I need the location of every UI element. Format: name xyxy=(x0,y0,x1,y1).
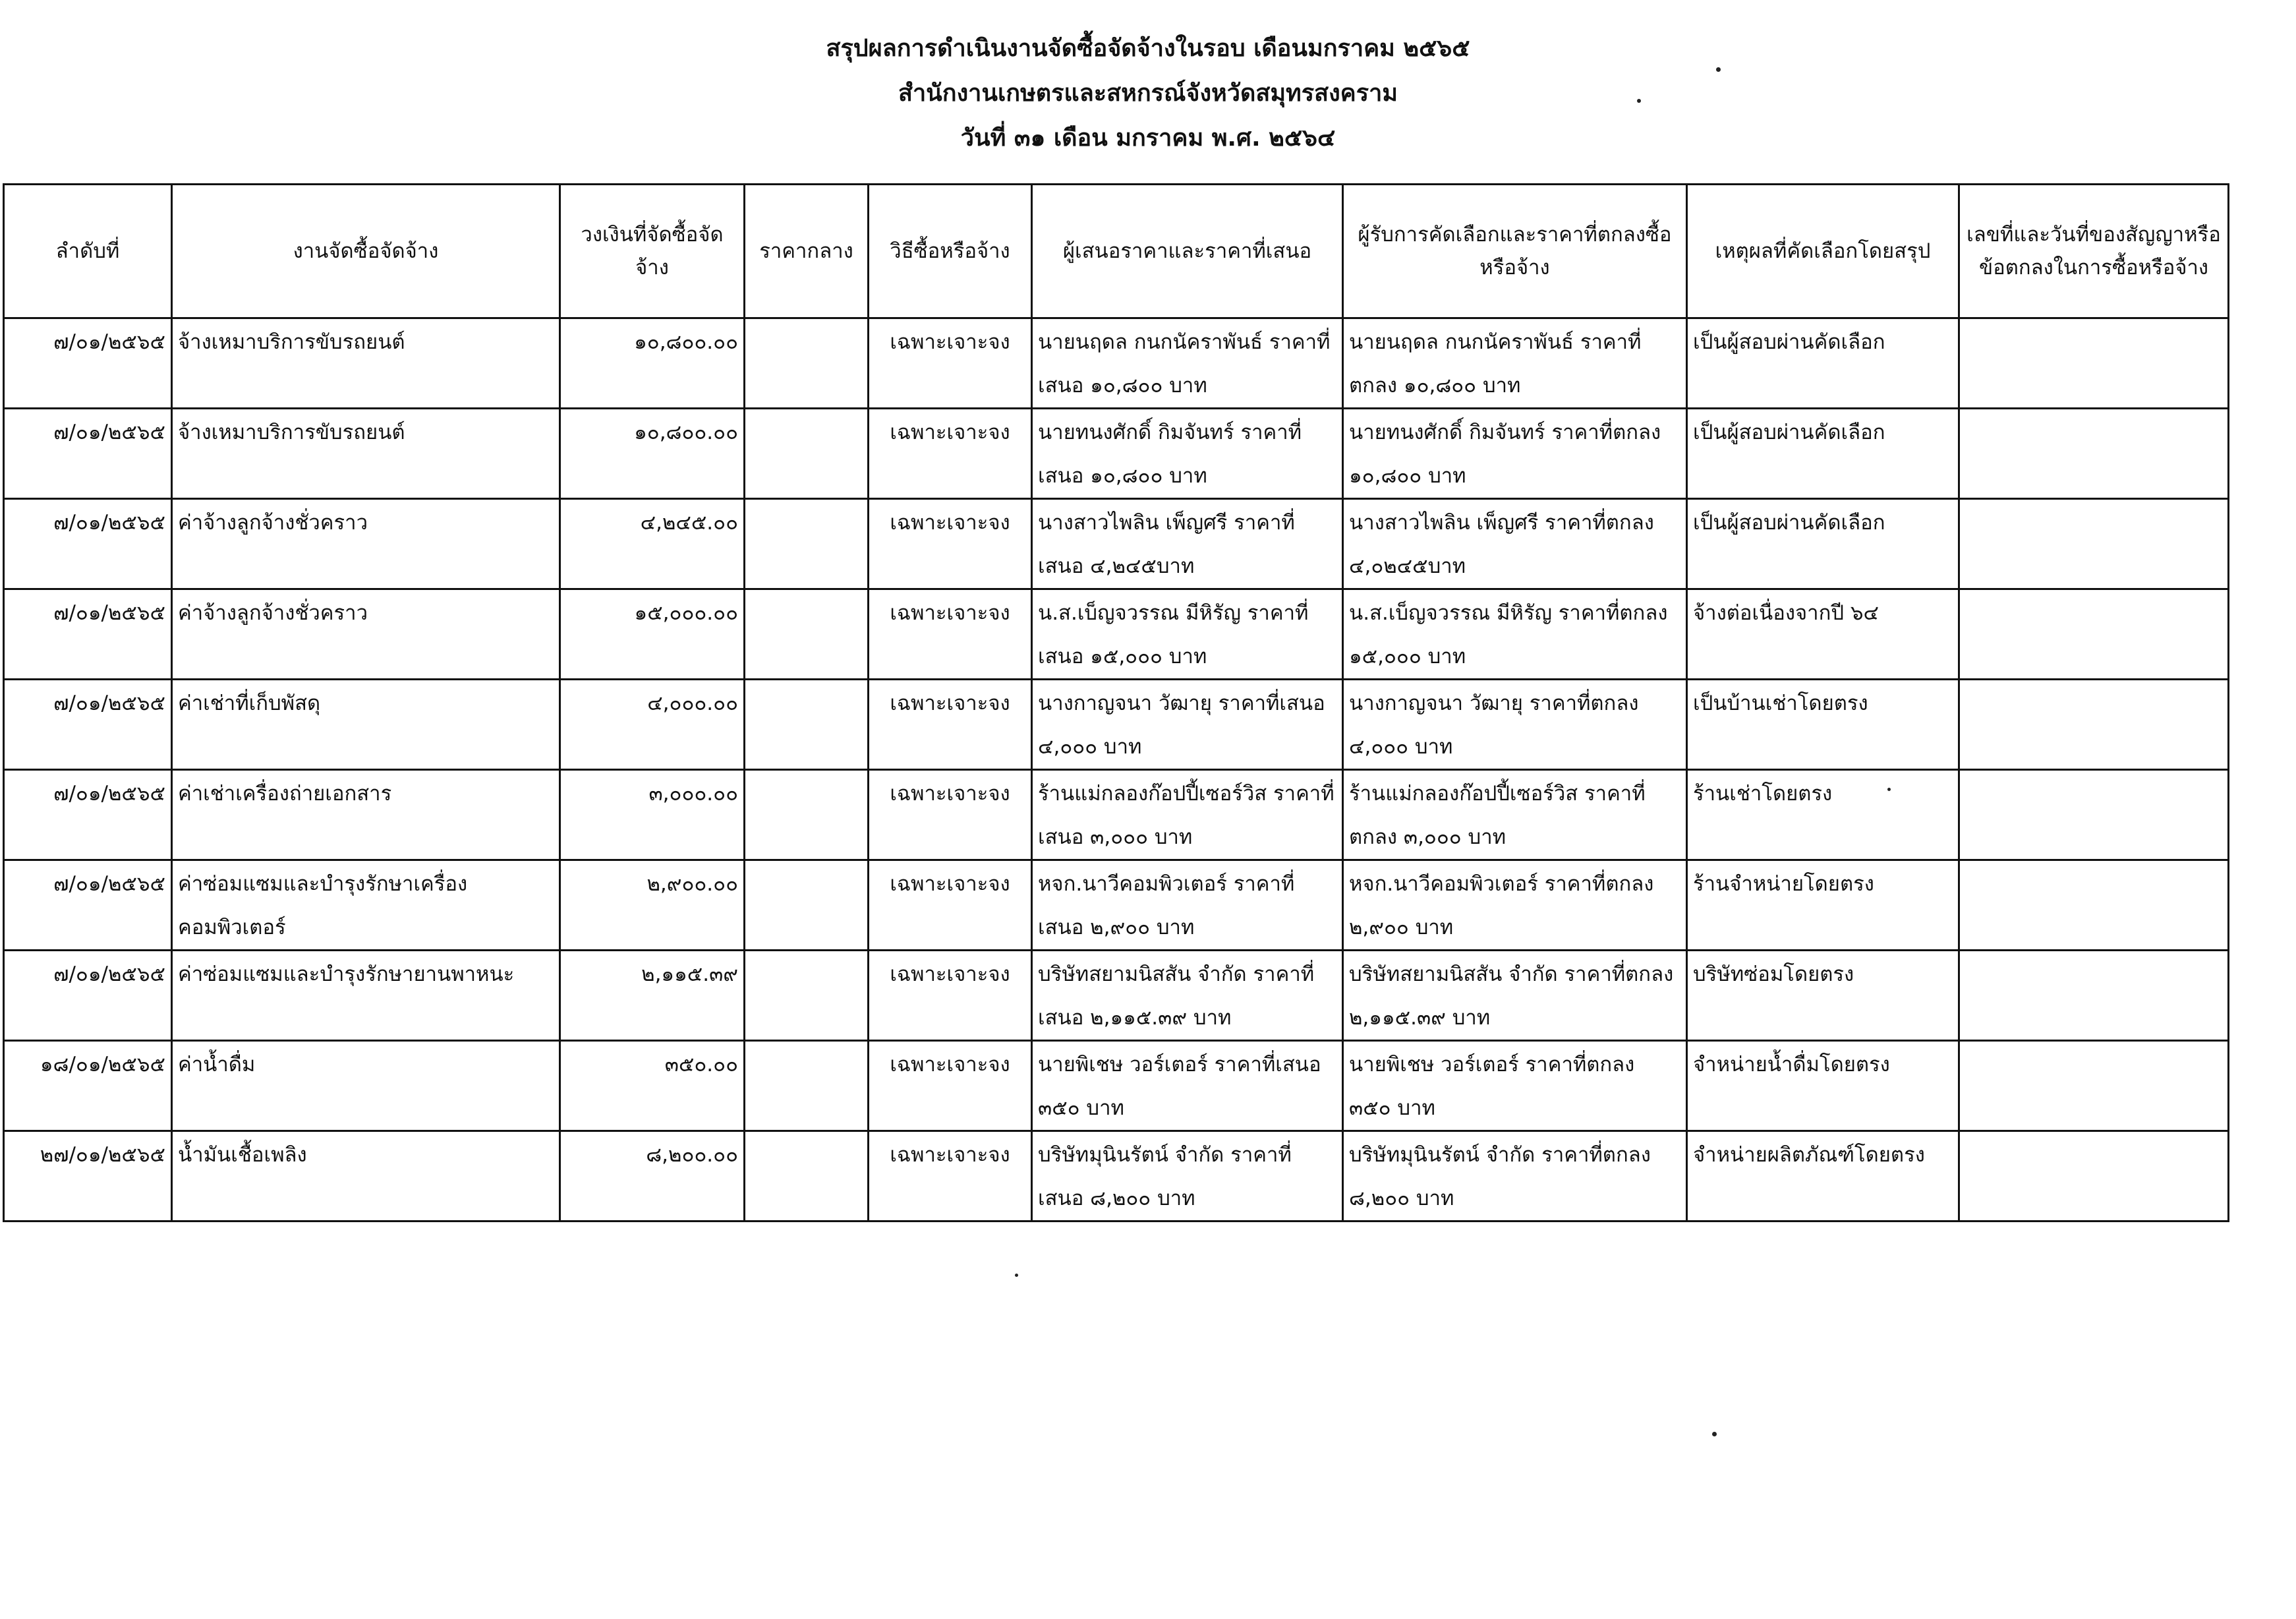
cell-item: ค่าซ่อมแซมและบำรุงรักษาเครื่องคอมพิวเตอร์ xyxy=(172,860,560,951)
cell-selected: บริษัทมุนินรัตน์ จำกัด ราคาที่ตกลง ๘,๒๐๐ บาท xyxy=(1343,1131,1687,1222)
cell-method: เฉพาะเจาะจง xyxy=(869,499,1032,589)
cell-item: น้ำมันเชื้อเพลิง xyxy=(172,1131,560,1222)
cell-budget: ๔,๒๔๕.๐๐ xyxy=(560,499,745,589)
cell-selected: ร้านแม่กลองก๊อปปี้เซอร์วิส ราคาที่ตกลง ๓,๐๐๐ บาท xyxy=(1343,770,1687,860)
table-row xyxy=(4,589,2229,680)
cell-reason: จำหน่ายน้ำดื่มโดยตรง xyxy=(1687,1041,1959,1131)
cell-bidder: นายพิเชษ วอร์เตอร์ ราคาที่เสนอ ๓๕๐ บาท xyxy=(1032,1041,1343,1131)
table-row xyxy=(4,951,2229,1041)
document-header xyxy=(0,26,2296,161)
cell-bidder: นางสาวไพลิน เพ็ญศรี ราคาที่เสนอ ๔,๒๔๕บาท xyxy=(1032,499,1343,589)
cell-order-date: ๗/๐๑/๒๕๖๕ xyxy=(4,680,172,770)
cell-contract xyxy=(1959,409,2229,499)
cell-reason: ร้านเช่าโดยตรง xyxy=(1687,770,1959,860)
cell-method: เฉพาะเจาะจง xyxy=(869,770,1032,860)
cell-method: เฉพาะเจาะจง xyxy=(869,951,1032,1041)
table-row xyxy=(4,680,2229,770)
cell-selected: นางกาญจนา วัฒายุ ราคาที่ตกลง ๔,๐๐๐ บาท xyxy=(1343,680,1687,770)
header-row xyxy=(4,185,2229,318)
cell-contract xyxy=(1959,680,2229,770)
cell-budget: ๑๕,๐๐๐.๐๐ xyxy=(560,589,745,680)
cell-median-price xyxy=(745,589,869,680)
cell-contract xyxy=(1959,770,2229,860)
cell-selected: นายพิเชษ วอร์เตอร์ ราคาที่ตกลง ๓๕๐ บาท xyxy=(1343,1041,1687,1131)
table-row xyxy=(4,318,2229,409)
cell-item: จ้างเหมาบริการขับรถยนต์ xyxy=(172,409,560,499)
cell-reason: เป็นผู้สอบผ่านคัดเลือก xyxy=(1687,318,1959,409)
table-row xyxy=(4,770,2229,860)
table-row xyxy=(4,409,2229,499)
cell-item: ค่าจ้างลูกจ้างชั่วคราว xyxy=(172,499,560,589)
cell-bidder: นายนฤดล กนกนัคราพันธ์ ราคาที่เสนอ ๑๐,๘๐๐ บาท xyxy=(1032,318,1343,409)
cell-contract xyxy=(1959,318,2229,409)
cell-bidder: บริษัทมุนินรัตน์ จำกัด ราคาที่เสนอ ๘,๒๐๐ บาท xyxy=(1032,1131,1343,1222)
scan-speck xyxy=(1712,1432,1717,1436)
cell-median-price xyxy=(745,409,869,499)
scan-speck xyxy=(1015,1274,1018,1277)
cell-reason: บริษัทซ่อมโดยตรง xyxy=(1687,951,1959,1041)
cell-order-date: ๒๗/๐๑/๒๕๖๕ xyxy=(4,1131,172,1222)
col-header-no: ลำดับที่ xyxy=(4,185,172,318)
cell-median-price xyxy=(745,951,869,1041)
cell-order-date: ๑๘/๐๑/๒๕๖๕ xyxy=(4,1041,172,1131)
col-header-reason: เหตุผลที่คัดเลือกโดยสรุป xyxy=(1687,185,1959,318)
cell-method: เฉพาะเจาะจง xyxy=(869,318,1032,409)
cell-bidder: น.ส.เบ็ญจวรรณ มีหิรัญ ราคาที่เสนอ ๑๕,๐๐๐ บาท xyxy=(1032,589,1343,680)
table-row xyxy=(4,1041,2229,1131)
table-row xyxy=(4,1131,2229,1222)
col-header-method: วิธีซื้อหรือจ้าง xyxy=(869,185,1032,318)
cell-method: เฉพาะเจาะจง xyxy=(869,1131,1032,1222)
cell-selected: หจก.นาวีคอมพิวเตอร์ ราคาที่ตกลง ๒,๙๐๐ บาท xyxy=(1343,860,1687,951)
report-date: วันที่ ๓๑ เดือน มกราคม พ.ศ. ๒๕๖๔ xyxy=(960,125,1336,152)
table-row xyxy=(4,499,2229,589)
cell-contract xyxy=(1959,499,2229,589)
procurement-table xyxy=(3,183,2229,1222)
cell-item: ค่าซ่อมแซมและบำรุงรักษายานพาหนะ xyxy=(172,951,560,1041)
scan-speck xyxy=(1887,788,1891,791)
cell-median-price xyxy=(745,318,869,409)
cell-bidder: บริษัทสยามนิสสัน จำกัด ราคาที่เสนอ ๒,๑๑๕.๓๙ บาท xyxy=(1032,951,1343,1041)
cell-bidder: นายทนงศักดิ์ กิมจันทร์ ราคาที่เสนอ ๑๐,๘๐๐ บาท xyxy=(1032,409,1343,499)
cell-reason: ร้านจำหน่ายโดยตรง xyxy=(1687,860,1959,951)
cell-order-date: ๗/๐๑/๒๕๖๕ xyxy=(4,951,172,1041)
cell-budget: ๓,๐๐๐.๐๐ xyxy=(560,770,745,860)
col-header-median-price: ราคากลาง xyxy=(745,185,869,318)
cell-item: ค่าเช่าที่เก็บพัสดุ xyxy=(172,680,560,770)
cell-reason: เป็นผู้สอบผ่านคัดเลือก xyxy=(1687,499,1959,589)
cell-median-price xyxy=(745,680,869,770)
cell-method: เฉพาะเจาะจง xyxy=(869,409,1032,499)
cell-budget: ๒,๙๐๐.๐๐ xyxy=(560,860,745,951)
col-header-budget: วงเงินที่จัดซื้อจัดจ้าง xyxy=(560,185,745,318)
cell-contract xyxy=(1959,860,2229,951)
cell-contract xyxy=(1959,951,2229,1041)
office-name: สำนักงานเกษตรและสหกรณ์จังหวัดสมุทรสงคราม xyxy=(898,80,1398,107)
cell-item: จ้างเหมาบริการขับรถยนต์ xyxy=(172,318,560,409)
document-title: สรุปผลการดำเนินงานจัดซื้อจัดจ้างในรอบ เดือนมกราคม ๒๕๖๕ xyxy=(826,35,1470,62)
cell-selected: นายนฤดล กนกนัคราพันธ์ ราคาที่ตกลง ๑๐,๘๐๐ บาท xyxy=(1343,318,1687,409)
col-header-bidder: ผู้เสนอราคาและราคาที่เสนอ xyxy=(1032,185,1343,318)
cell-order-date: ๗/๐๑/๒๕๖๕ xyxy=(4,318,172,409)
cell-median-price xyxy=(745,860,869,951)
cell-selected: บริษัทสยามนิสสัน จำกัด ราคาที่ตกลง ๒,๑๑๕.๓๙ บาท xyxy=(1343,951,1687,1041)
scan-speck xyxy=(1637,99,1641,103)
col-header-selected: ผู้รับการคัดเลือกและราคาที่ตกลงซื้อหรือจ้าง xyxy=(1343,185,1687,318)
cell-budget: ๔,๐๐๐.๐๐ xyxy=(560,680,745,770)
cell-order-date: ๗/๐๑/๒๕๖๕ xyxy=(4,409,172,499)
cell-selected: น.ส.เบ็ญจวรรณ มีหิรัญ ราคาที่ตกลง ๑๕,๐๐๐ บาท xyxy=(1343,589,1687,680)
cell-reason: เป็นผู้สอบผ่านคัดเลือก xyxy=(1687,409,1959,499)
cell-reason: จำหน่ายผลิตภัณฑ์โดยตรง xyxy=(1687,1131,1959,1222)
cell-budget: ๑๐,๘๐๐.๐๐ xyxy=(560,409,745,499)
cell-budget: ๘,๒๐๐.๐๐ xyxy=(560,1131,745,1222)
cell-method: เฉพาะเจาะจง xyxy=(869,589,1032,680)
col-header-contract: เลขที่และวันที่ของสัญญาหรือข้อตกลงในการซื้อหรือจ้าง xyxy=(1959,185,2229,318)
cell-bidder: หจก.นาวีคอมพิวเตอร์ ราคาที่เสนอ ๒,๙๐๐ บาท xyxy=(1032,860,1343,951)
cell-reason: เป็นบ้านเช่าโดยตรง xyxy=(1687,680,1959,770)
cell-median-price xyxy=(745,770,869,860)
cell-method: เฉพาะเจาะจง xyxy=(869,860,1032,951)
cell-item: ค่าเช่าเครื่องถ่ายเอกสาร xyxy=(172,770,560,860)
scan-speck xyxy=(1716,67,1721,72)
cell-order-date: ๗/๐๑/๒๕๖๕ xyxy=(4,770,172,860)
cell-contract xyxy=(1959,589,2229,680)
cell-contract xyxy=(1959,1131,2229,1222)
cell-bidder: ร้านแม่กลองก๊อปปี้เซอร์วิส ราคาที่เสนอ ๓,๐๐๐ บาท xyxy=(1032,770,1343,860)
cell-item: ค่าจ้างลูกจ้างชั่วคราว xyxy=(172,589,560,680)
cell-order-date: ๗/๐๑/๒๕๖๕ xyxy=(4,589,172,680)
cell-reason: จ้างต่อเนื่องจากปี ๖๔ xyxy=(1687,589,1959,680)
cell-bidder: นางกาญจนา วัฒายุ ราคาที่เสนอ ๔,๐๐๐ บาท xyxy=(1032,680,1343,770)
cell-selected: นายทนงศักดิ์ กิมจันทร์ ราคาที่ตกลง ๑๐,๘๐๐ บาท xyxy=(1343,409,1687,499)
cell-median-price xyxy=(745,499,869,589)
table-body xyxy=(4,318,2229,1222)
cell-order-date: ๗/๐๑/๒๕๖๕ xyxy=(4,499,172,589)
cell-median-price xyxy=(745,1131,869,1222)
cell-contract xyxy=(1959,1041,2229,1131)
cell-median-price xyxy=(745,1041,869,1131)
cell-method: เฉพาะเจาะจง xyxy=(869,1041,1032,1131)
col-header-item: งานจัดซื้อจัดจ้าง xyxy=(172,185,560,318)
cell-item: ค่าน้ำดื่ม xyxy=(172,1041,560,1131)
cell-selected: นางสาวไพลิน เพ็ญศรี ราคาที่ตกลง ๔,๐๒๔๕บาท xyxy=(1343,499,1687,589)
table-row xyxy=(4,860,2229,951)
cell-budget: ๒,๑๑๕.๓๙ xyxy=(560,951,745,1041)
cell-method: เฉพาะเจาะจง xyxy=(869,680,1032,770)
cell-budget: ๑๐,๘๐๐.๐๐ xyxy=(560,318,745,409)
cell-order-date: ๗/๐๑/๒๕๖๕ xyxy=(4,860,172,951)
cell-budget: ๓๕๐.๐๐ xyxy=(560,1041,745,1131)
